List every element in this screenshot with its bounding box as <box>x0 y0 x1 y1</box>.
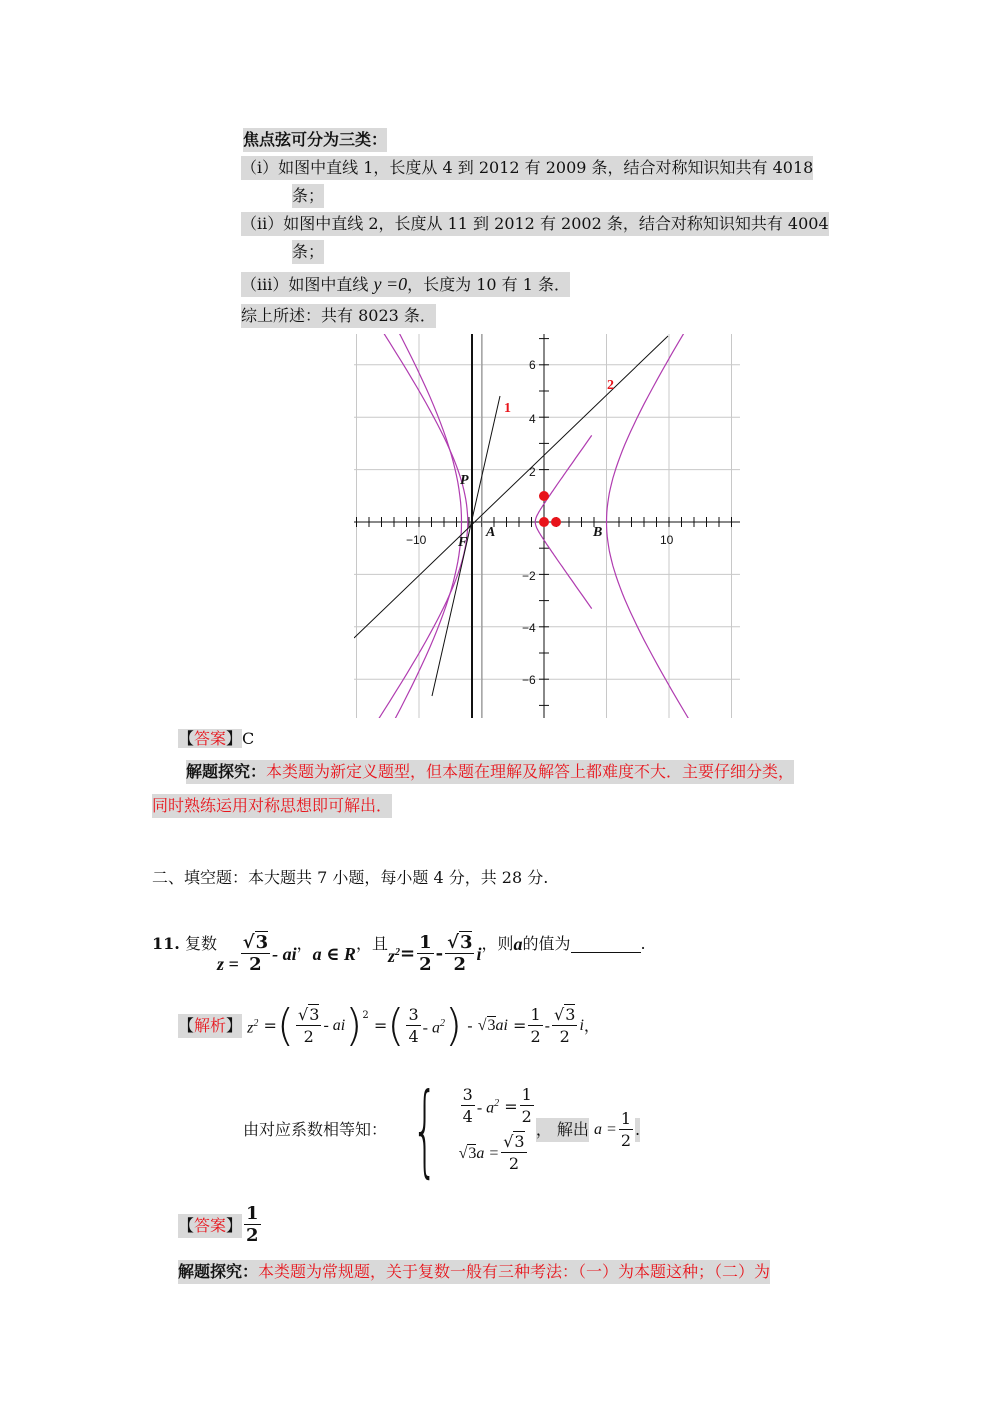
answer2-row <box>178 1204 263 1247</box>
answer1-value: C <box>242 729 255 748</box>
answer1-explore-line1 <box>186 760 794 784</box>
section2-title: 二、填空题：本大题共 7 小题，每小题 4 分，共 28 分. <box>152 868 549 887</box>
case2-line1 <box>241 212 829 236</box>
classification-heading: 焦点弦可分为三类： <box>243 128 387 152</box>
left-paren: ( <box>387 1000 405 1051</box>
q11-text4: 的值为 <box>522 934 571 953</box>
hyperbola-outer-right <box>607 334 741 718</box>
y-tick-label: −4 <box>522 621 536 635</box>
system-row <box>243 1071 641 1188</box>
explore2-label: 解题探究： <box>178 1262 259 1281</box>
point-a-label: A <box>486 525 496 540</box>
right-paren: ) <box>444 1000 463 1051</box>
case1-label: （ⅰ） <box>241 158 279 177</box>
point-b-label: B <box>593 525 603 540</box>
point-f-label: F <box>458 535 468 550</box>
chord-line-2 <box>354 336 668 638</box>
answer1-explore-line2: 同时熟练运用对称思想即可解出． <box>152 794 392 818</box>
hyperbola-graph <box>354 334 740 718</box>
case3-equation: y =0 <box>373 274 408 294</box>
system-eq2: √3a = $\frac{√3}{2}$ <box>458 1132 525 1173</box>
sol-a-eq: a = <box>594 1121 617 1138</box>
q11-minus: - <box>435 943 444 964</box>
q11-number: 11. <box>152 934 180 953</box>
q11-a: a <box>513 934 523 954</box>
case3-text-a: 如图中直线 <box>288 275 369 294</box>
case1-text: 如图中直线 1，长度从 4 到 2012 有 2009 条，结合对称知识知共有 4018 <box>278 158 814 177</box>
q11-a-in-r: a ∈ R <box>312 944 356 964</box>
x-tick-label: 10 <box>660 533 674 547</box>
explore2-text: 本类题为常规题，关于复数一般有三种考法：（一）为本题这种；（二）为 <box>258 1262 771 1281</box>
answer1-label: 【答案】 <box>178 729 243 748</box>
sol-i: i <box>579 1017 584 1034</box>
sol-square: 2 <box>362 1010 369 1021</box>
case3-line <box>241 272 570 297</box>
y-tick-label: 6 <box>529 358 536 372</box>
hyperbola-inner-left <box>354 334 468 718</box>
y-tick-label: 2 <box>529 465 536 479</box>
x-tick-label: −10 <box>406 533 427 547</box>
y-tick-label: −2 <box>522 569 536 583</box>
case3-text-b: ，长度为 10 有 1 条． <box>407 275 570 294</box>
sol-frac-sqrt3-2: $\frac{√3}{2}$ <box>298 1004 320 1046</box>
answer-blank[interactable] <box>571 936 641 953</box>
sol-minus2: - <box>544 1016 551 1035</box>
q11-minus-ai: - ai <box>272 944 297 964</box>
sol-eq1: = <box>263 1016 277 1035</box>
origin-marker <box>539 517 549 527</box>
q11-comma: ， <box>296 934 313 953</box>
sol-eq2: = <box>373 1016 388 1035</box>
point-p-label: P <box>460 473 469 488</box>
system-intro: 由对应系数相等知： <box>243 1120 388 1139</box>
answer1-row <box>178 727 254 751</box>
hyperbola-outer-left <box>354 334 462 718</box>
explore1-label: 解题探究： <box>186 762 267 781</box>
system-eq1: $\frac{3}{4}$ - $a^2$ = $\frac{1}{2}$ <box>462 1085 532 1126</box>
point-marker <box>539 491 549 501</box>
q11-period: . <box>640 934 646 953</box>
sol-frac-1-2: $\frac{1}{2}$ <box>530 1004 541 1046</box>
q11-i: i <box>476 944 482 964</box>
sol-eq3: = <box>513 1016 527 1035</box>
left-paren: ( <box>276 1000 295 1051</box>
q11-z-eq: z = <box>216 954 239 974</box>
q11-eq: = <box>399 943 416 964</box>
sol-frac-sqrt3-2b: $\frac{√3}{2}$ <box>554 1004 576 1046</box>
q11-text2: ，且 <box>355 934 388 953</box>
q11-frac-sqrt3-2b: $\frac{√3}{2}$ <box>447 931 473 975</box>
sol-minus: - <box>467 1016 473 1035</box>
line2-label: 2 <box>607 378 614 393</box>
case2-text: 如图中直线 2，长度从 11 到 2012 有 2002 条，结合对称知识知共有 4004 <box>283 214 829 233</box>
solution-row <box>178 1000 600 1051</box>
explore1-text: 本类题为新定义题型，但本题在理解及解答上都难度不大．主要仔细分类， <box>266 762 795 781</box>
solve-text: ， 解出 <box>536 1118 589 1142</box>
q11-text1: 复数 <box>184 934 217 953</box>
q11-frac-sqrt3-2: $\frac{√3}{2}$ <box>242 931 269 975</box>
q11-frac-1-2: $\frac{1}{2}$ <box>419 931 432 975</box>
system-equations <box>459 1085 536 1175</box>
sol-frac-3-4: $\frac{3}{4}$ <box>408 1004 419 1046</box>
left-brace: { <box>412 1071 438 1188</box>
solution-label: 【解析】 <box>178 1014 242 1038</box>
sol-sqrt3-ai: √3ai <box>477 1017 508 1034</box>
case1-line1 <box>241 156 813 180</box>
answer2-value: $\frac{1}{2}$ <box>246 1203 259 1246</box>
case3-label: （ⅲ） <box>241 275 289 294</box>
sol-minus-a2: - $a^2$ <box>422 1017 445 1037</box>
question-11 <box>152 912 646 976</box>
answer2-explore <box>178 1260 770 1284</box>
y-tick-label: −6 <box>522 673 536 687</box>
line1-label: 1 <box>504 401 511 416</box>
sol-end: . <box>635 1118 640 1142</box>
sol-z: $z^2$ <box>247 1017 259 1037</box>
sol-a-frac: $\frac{1}{2}$ <box>620 1108 632 1150</box>
y-tick-label: 4 <box>529 412 536 426</box>
case2-line2: 条； <box>292 240 324 264</box>
sol-minus-ai: - ai <box>323 1017 346 1034</box>
case1-line2: 条； <box>292 184 324 208</box>
q11-text3: ，则 <box>481 934 514 953</box>
focus-marker <box>551 517 561 527</box>
q11-z2: $z^2$ <box>387 945 400 966</box>
case2-label: （ⅱ） <box>241 214 284 233</box>
sol-tail: ， <box>583 1016 600 1035</box>
summary: 综上所述：共有 8023 条． <box>241 304 436 328</box>
answer2-label: 【答案】 <box>178 1214 242 1238</box>
right-paren: ) <box>345 1000 363 1051</box>
